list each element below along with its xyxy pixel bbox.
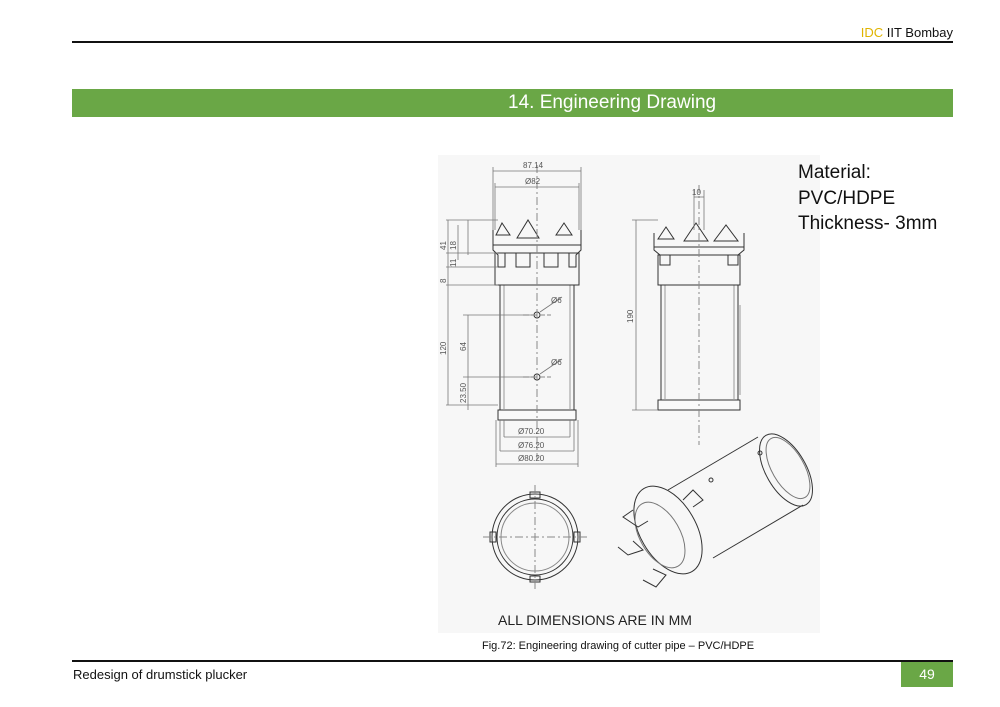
- dimensions-note: ALL DIMENSIONS ARE IN MM: [498, 612, 692, 628]
- dim-slot-width: 10: [692, 188, 701, 197]
- dim-23-50: 23.50: [459, 382, 468, 403]
- page-number: 49: [901, 662, 953, 687]
- material-label: Material:: [798, 162, 871, 183]
- isometric-view: [618, 425, 820, 587]
- front-view: [493, 165, 581, 460]
- dim-hole-2: Ø6: [551, 358, 562, 367]
- dim-11: 11: [449, 258, 458, 267]
- brand-iit: IIT Bombay: [886, 25, 953, 40]
- side-view: [654, 185, 744, 445]
- end-view: [483, 485, 587, 589]
- dim-120: 120: [439, 341, 448, 355]
- footer-title: Redesign of drumstick plucker: [73, 667, 248, 682]
- header-rule: [72, 41, 953, 43]
- dim-64: 64: [459, 342, 468, 351]
- drawing-svg: [438, 155, 820, 633]
- dim-dia-70: Ø70.20: [518, 427, 545, 436]
- material-value: PVC/HDPE: [798, 187, 896, 209]
- dim-41: 41: [439, 241, 448, 250]
- brand-idc: IDC: [860, 25, 884, 40]
- dim-dia-76: Ø76.20: [518, 441, 545, 450]
- dim-8: 8: [439, 278, 448, 283]
- footer-rule: [72, 660, 953, 662]
- dim-hole-1: Ø6: [551, 296, 562, 305]
- header-brand: [861, 25, 953, 40]
- dim-top-diameter: Ø82: [525, 177, 541, 186]
- dim-dia-80: Ø80.20: [518, 454, 545, 463]
- dim-190: 190: [626, 309, 635, 323]
- section-title: 14. Engineering Drawing: [508, 92, 717, 113]
- material-note: [798, 160, 937, 237]
- section-title-bar: [72, 89, 953, 117]
- dim-18: 18: [449, 241, 458, 250]
- thickness-value: Thickness- 3mm: [798, 213, 938, 234]
- dim-overall-width: 87.14: [523, 161, 544, 170]
- engineering-drawing: [438, 155, 820, 633]
- figure-caption: Fig.72: Engineering drawing of cutter pipe – PVC/HDPE: [482, 640, 755, 652]
